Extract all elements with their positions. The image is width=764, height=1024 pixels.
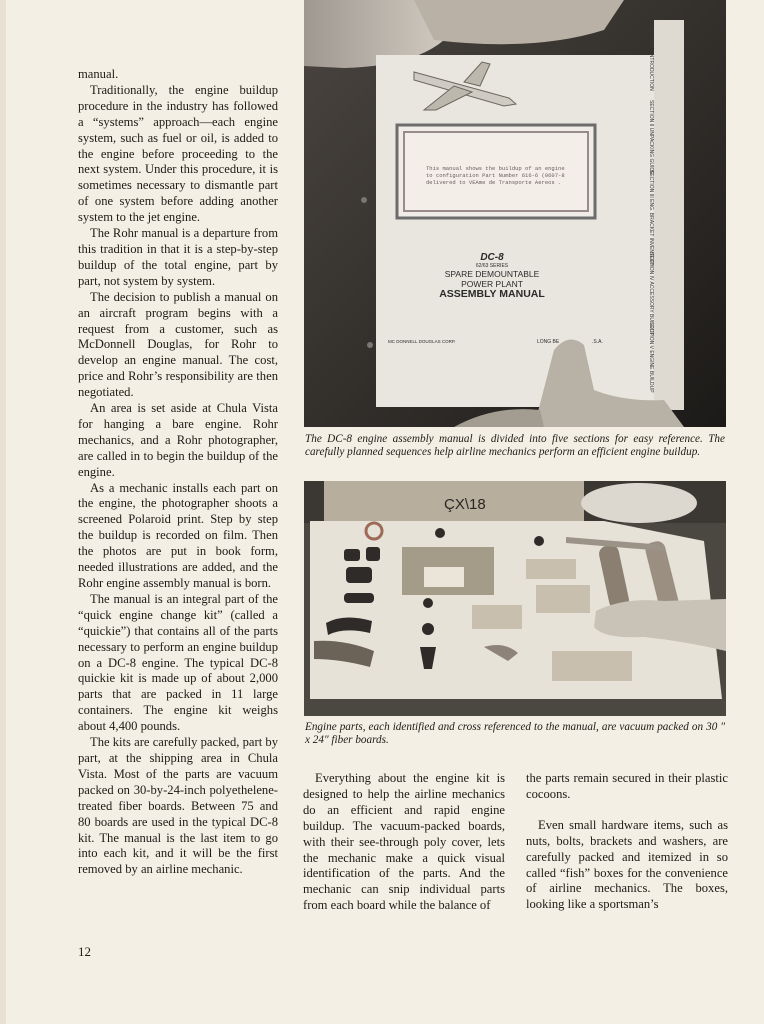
section-tab: SECTION I INTRODUCTION (648, 26, 654, 91)
text-column-middle (303, 771, 505, 914)
section-tab: SECTION IV ACCESSORY BUILDUP (648, 252, 654, 336)
manual-footer: LONG BE (537, 339, 560, 345)
section-tab: SECTION V ENGINE BUILDUP (648, 322, 654, 393)
caption-photo-1: The DC-8 engine assembly manual is divided into five sections for easy reference. The carefully planned sequences help airline mechanics perform an efficient engine buildup. (305, 433, 725, 459)
manual-series: 62/63 SERIES (475, 263, 509, 269)
page-number: 12 (78, 944, 91, 959)
manual-model: DC-8 (480, 252, 504, 263)
paragraph: The manual is an integral part of the “quick engine change kit” (called a “quickie”) that contains all of the parts necessary to perform an engine buildup on a DC-8 engine. The typical DC-8 quickie kit is made up of about 2,000 parts that are packed in 11 large containers. The engine kit weighs about 4,400 pounds. (78, 591, 278, 734)
paragraph: The decision to publish a manual on an aircraft program begins with a request from a customer, such as McDonnell Douglas, for Rohr to develop an engine manual. The cost, price and Rohr’s responsibility are then negotiated. (78, 289, 278, 400)
paragraph: An area is set aside at Chula Vista for hanging a bare engine. Rohr mechanics, and a Rohr photographer, are called in to begin the buildup of the engine. (78, 401, 278, 479)
parts-photo-drawing (304, 481, 726, 716)
paragraph: The kits are carefully packed, part by part, at the shipping area in Chula Vista. Most of the parts are vacuum packed on 30-by-24-inch polyethelene-treated fiber boards. Between 75 and 80 boards are used in the typical DC-8 kit. The manual is the last item to go into each kit, and it will be the first removed by an airline mechanic. (78, 735, 278, 877)
manual-cover (376, 55, 676, 407)
manual-footer: .S.A. (592, 339, 603, 345)
notice-line: to configuration Part Number 616-6 (0607-8 (426, 172, 565, 179)
text-column-right (526, 771, 728, 913)
photo-engine-parts-board (304, 481, 726, 716)
paragraph: As a mechanic installs each part on the engine, the photographer shoots a screened Polaroid print. Step by step the buildup is recorded on film. Then the photos are put in book form, needed illustrations are added, and the Rohr engine assembly manual is born. (78, 480, 278, 590)
wrapped-roll (581, 483, 697, 523)
paragraph: manual. (78, 67, 119, 81)
paragraph: The Rohr manual is a departure from this tradition in that it is a step-by-step buildup of the total engine, part by part, not system by system. (78, 226, 278, 288)
manual-title: ASSEMBLY MANUAL (439, 288, 545, 300)
manual-photo-drawing (304, 0, 726, 427)
manual-footer: MC DONNELL DOUGLAS CORP. (388, 339, 456, 344)
photo-assembly-manual (304, 0, 726, 427)
section-tab: SECTION II UNPACKING GUIDE (648, 100, 654, 175)
notice-line: delivered to VEAme de Transporte Aereos . (426, 179, 562, 186)
paragraph: Even small hardware items, such as nuts, bolts, brackets and washers, are carefully packed and itemized in so called “fish” boxes for the convenience of airline mechanics. The boxes, looking like a sportsman’s (526, 817, 728, 912)
manual-line: POWER PLANT (461, 279, 523, 289)
paragraph: Traditionally, the engine buildup procedure in the industry has followed a “systems” approach—each engine system, such as fuel or oil, is added to the engine before proceeding to the next system. Under this procedure, it is sometimes necessary to dismantle part of one system before adding another system to the jet engine. (78, 82, 278, 225)
caption-photo-2: Engine parts, each identified and cross referenced to the manual, are vacuum packed on 30 ″ x 24″ fiber boards. (305, 721, 725, 747)
text-column-left (78, 67, 278, 878)
paragraph: Everything about the engine kit is designed to help the airline mechanics do an efficient and rapid engine buildup. The vacuum-packed boards, with their see-through poly cover, lets the mechanic make a quick visual identification of the parts. And the mechanic can snip individual parts from each board while the balance of (303, 771, 505, 913)
manual-line: SPARE DEMOUNTABLE (444, 269, 540, 279)
notice-line: This manual shows the buildup of an engine (426, 165, 565, 172)
binding-edge (0, 0, 6, 1024)
paragraph: the parts remain secured in their plastic cocoons. (526, 771, 728, 801)
section-tab: SECTION III ENG. BRACKET INVENTORY (648, 170, 654, 267)
crate-marking: ÇX\18 (444, 496, 486, 513)
